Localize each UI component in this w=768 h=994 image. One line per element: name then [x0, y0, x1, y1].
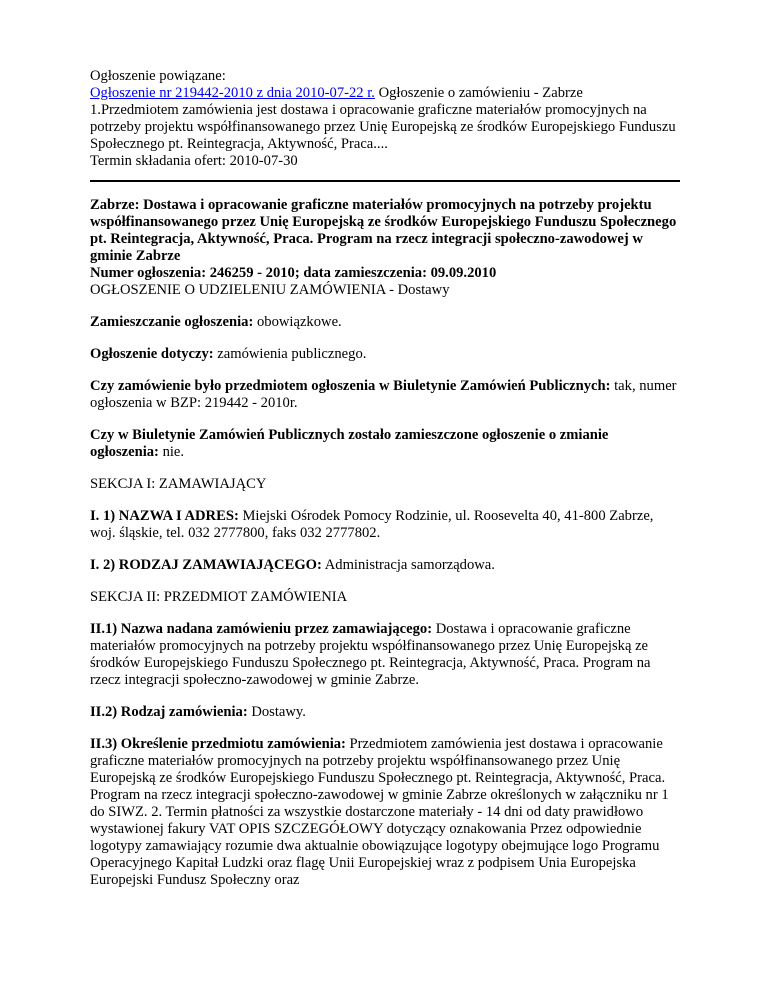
related-link-line [90, 85, 680, 102]
field-label: Czy w Biuletynie Zamówień Publicznych zostało zamieszczone ogłoszenie o zmianie ogłoszenia: [90, 427, 609, 460]
related-link-suffix: Ogłoszenie o zamówieniu - Zabrze [374, 85, 583, 101]
item-label: II.2) Rodzaj zamówienia: [90, 704, 248, 720]
section1-type [90, 557, 680, 574]
field-label: Zamieszczanie ogłoszenia: [90, 314, 254, 330]
field-value: obowiązkowe. [253, 314, 342, 330]
related-summary: 1.Przedmiotem zamówienia jest dostawa i opracowanie graficzne materiałów promocyjnych na potrzeby projektu współfinansowanego przez Unię Europejską ze środków Europejskiego Funduszu Społecznego pt. Reintegracja, Aktywność, Praca.... [90, 102, 676, 152]
item-value: Miejski Ośrodek Pomocy Rodzinie, ul. Roosevelta 40, 41-800 Zabrze, woj. śląskie, tel. 032 2777800, faks 032 2777802. [90, 508, 654, 541]
field-value: nie. [158, 444, 185, 460]
notice-number: Numer ogłoszenia: 246259 - 2010; data zamieszczenia: 09.09.2010 [90, 265, 497, 281]
field-change-notice [90, 427, 680, 461]
field-value: zamówienia publicznego. [213, 346, 367, 362]
notice-title: Zabrze: Dostawa i opracowanie graficzne materiałów promocyjnych na potrzeby projektu współfinansowanego przez Unię Europejską ze środków Europejskiego Funduszu Społecznego pt. Reintegracja, Aktywność, Praca. Program na rzecz integracji społeczno-zawodowej w gminie Zabrze [90, 197, 677, 264]
field-value: tak, numer ogłoszenia w BZP: 219442 - 2010r. [90, 378, 677, 411]
item-value: Przedmiotem zamówienia jest dostawa i opracowanie graficzne materiałów promocyjnych na potrzeby projektu współfinansowanego przez Unię Europejską ze środków Europejskiego Funduszu Społecznego pt. Reintegracja, Aktywność, Praca. Program na rzecz integracji społeczno-zawodowej w gminie Zabrze określonych w załączniku nr 1 do SIWZ. 2. Termin płatności za wszystkie dostarczone materiały - 14 dni od daty prawidłowo wystawionej fakury VAT OPIS SZCZEGÓŁOWY dotyczący oznakowania Przez odpowiednie logotypy zamawiający rozumie dwa aktualnie obowiązujące logotypy obejmujące logo Programu Operacyjnego Kapitał Ludzki oraz flagę Unii Europejskiej wraz z podpisem Unia Europejska Europejski Fundusz Społeczny oraz [90, 736, 669, 888]
field-label: Czy zamówienie było przedmiotem ogłoszenia w Biuletynie Zamówień Publicznych: [90, 378, 611, 394]
section2-order-type [90, 704, 680, 721]
item-value: Dostawa i opracowanie graficzne materiałów promocyjnych na potrzeby projektu współfinansowanego przez Unię Europejską ze środków Europejskiego Funduszu Społecznego pt. Reintegracja, Aktywność, Praca. Program na rzecz integracji społeczno-zawodowej w gminie Zabrze. [90, 621, 651, 688]
item-value: Dostawy. [247, 704, 306, 720]
section2-heading: SEKCJA II: PRZEDMIOT ZAMÓWIENIA [90, 589, 348, 605]
related-notice-block [90, 68, 680, 170]
document-page [90, 68, 680, 889]
related-heading: Ogłoszenie powiązane: [90, 68, 226, 84]
field-concerns [90, 346, 680, 363]
field-publication [90, 314, 680, 331]
section2-order-subject [90, 736, 680, 889]
related-notice-link[interactable]: Ogłoszenie nr 219442-2010 z dnia 2010-07-22 r. [90, 85, 375, 101]
item-label: I. 1) NAZWA I ADRES: [90, 508, 239, 524]
item-label: II.3) Określenie przedmiotu zamówienia: [90, 736, 346, 752]
horizontal-divider [90, 180, 680, 182]
notice-type: OGŁOSZENIE O UDZIELENIU ZAMÓWIENIA - Dostawy [90, 282, 450, 298]
section1-name-address [90, 508, 680, 542]
field-bzp-notice [90, 378, 680, 412]
section1-heading: SEKCJA I: ZAMAWIAJĄCY [90, 476, 267, 492]
field-label: Ogłoszenie dotyczy: [90, 346, 214, 362]
item-label: I. 2) RODZAJ ZAMAWIAJĄCEGO: [90, 557, 322, 573]
section2-order-name [90, 621, 680, 689]
related-deadline: Termin składania ofert: 2010-07-30 [90, 153, 298, 169]
notice-header [90, 197, 680, 299]
item-label: II.1) Nazwa nadana zamówieniu przez zamawiającego: [90, 621, 433, 637]
item-value: Administracja samorządowa. [321, 557, 495, 573]
